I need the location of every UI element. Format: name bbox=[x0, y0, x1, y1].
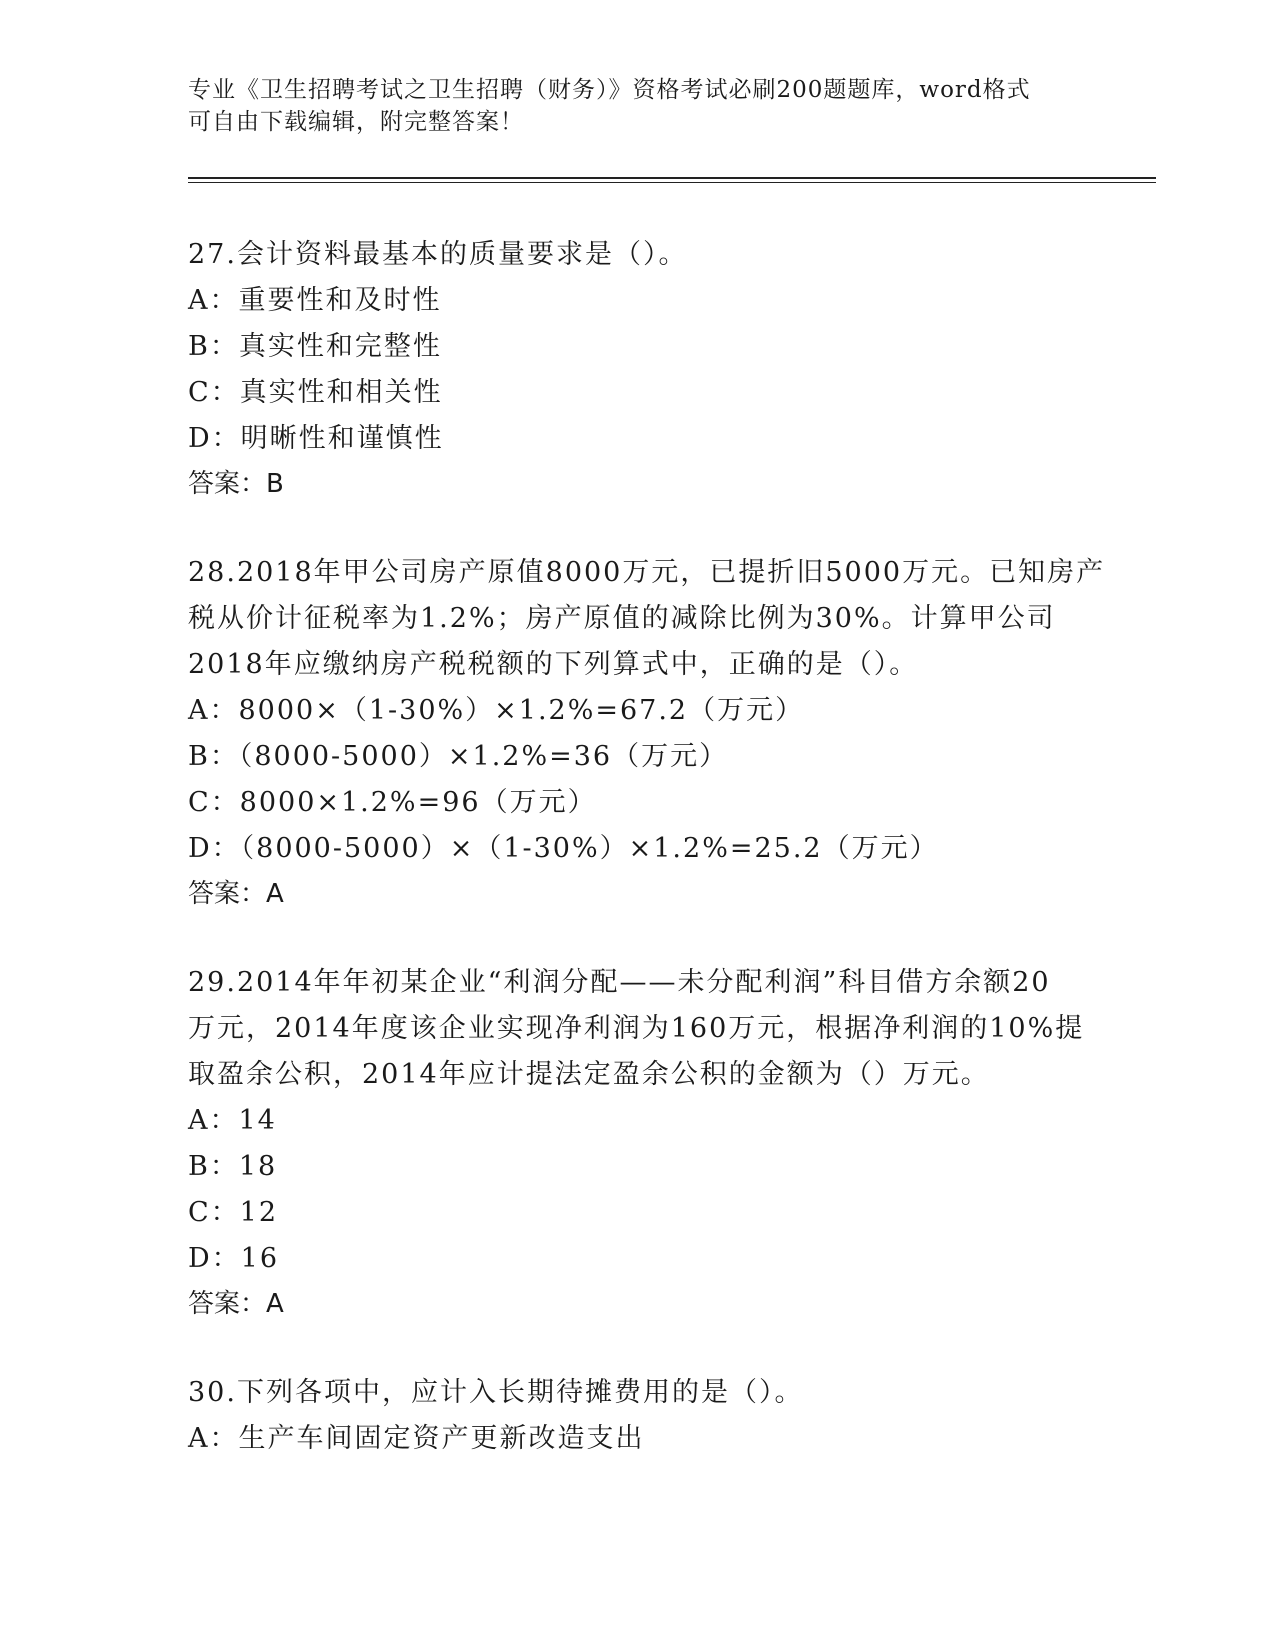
question-text: 27.会计资料最基本的质量要求是（）。 bbox=[188, 239, 688, 270]
question-text: 取盈余公积，2014年应计提法定盈余公积的金额为（）万元。 bbox=[188, 1059, 990, 1090]
question-30 bbox=[188, 1370, 1088, 1462]
option-d: D：（8000-5000）×（1-30%）×1.2%=25.2（万元） bbox=[188, 833, 939, 864]
option-c: C：12 bbox=[188, 1197, 279, 1228]
question-text: 税从价计征税率为1.2%；房产原值的减除比例为30%。计算甲公司 bbox=[188, 603, 1056, 634]
header-divider bbox=[188, 177, 1156, 183]
question-27 bbox=[188, 232, 1088, 506]
option-c: C：8000×1.2%=96（万元） bbox=[188, 787, 597, 818]
answer: 答案：A bbox=[188, 1289, 284, 1319]
option-b: B：18 bbox=[188, 1151, 278, 1182]
question-text: 29.2014年年初某企业“利润分配——未分配利润”科目借方余额20 bbox=[188, 967, 1051, 998]
question-28 bbox=[188, 550, 1106, 916]
question-text: 2018年应缴纳房产税税额的下列算式中，正确的是（）。 bbox=[188, 649, 919, 680]
answer: 答案：B bbox=[188, 469, 284, 499]
option-a: A：生产车间固定资产更新改造支出 bbox=[188, 1423, 645, 1454]
question-text: 30.下列各项中，应计入长期待摊费用的是（）。 bbox=[188, 1377, 804, 1408]
header-line-2: 可自由下载编辑，附完整答案！ bbox=[188, 109, 524, 135]
option-a: A：8000×（1-30%）×1.2%=67.2（万元） bbox=[188, 695, 805, 726]
question-29 bbox=[188, 960, 1088, 1326]
option-a: A：重要性和及时性 bbox=[188, 285, 442, 316]
question-list bbox=[188, 232, 1106, 1506]
question-text: 万元，2014年度该企业实现净利润为160万元，根据净利润的10%提 bbox=[188, 1013, 1085, 1044]
option-a: A：14 bbox=[188, 1105, 277, 1136]
option-b: B：（8000-5000）×1.2%=36（万元） bbox=[188, 741, 729, 772]
header-line-1: 专业《卫生招聘考试之卫生招聘（财务）》资格考试必刷200题题库，word格式 bbox=[188, 77, 1031, 103]
answer: 答案：A bbox=[188, 879, 284, 909]
option-d: D：明晰性和谨慎性 bbox=[188, 423, 444, 454]
option-d: D：16 bbox=[188, 1243, 280, 1274]
document-header bbox=[188, 74, 1088, 138]
question-text: 28.2018年甲公司房产原值8000万元，已提折旧5000万元。已知房产 bbox=[188, 557, 1106, 588]
option-b: B：真实性和完整性 bbox=[188, 331, 442, 362]
option-c: C：真实性和相关性 bbox=[188, 377, 443, 408]
